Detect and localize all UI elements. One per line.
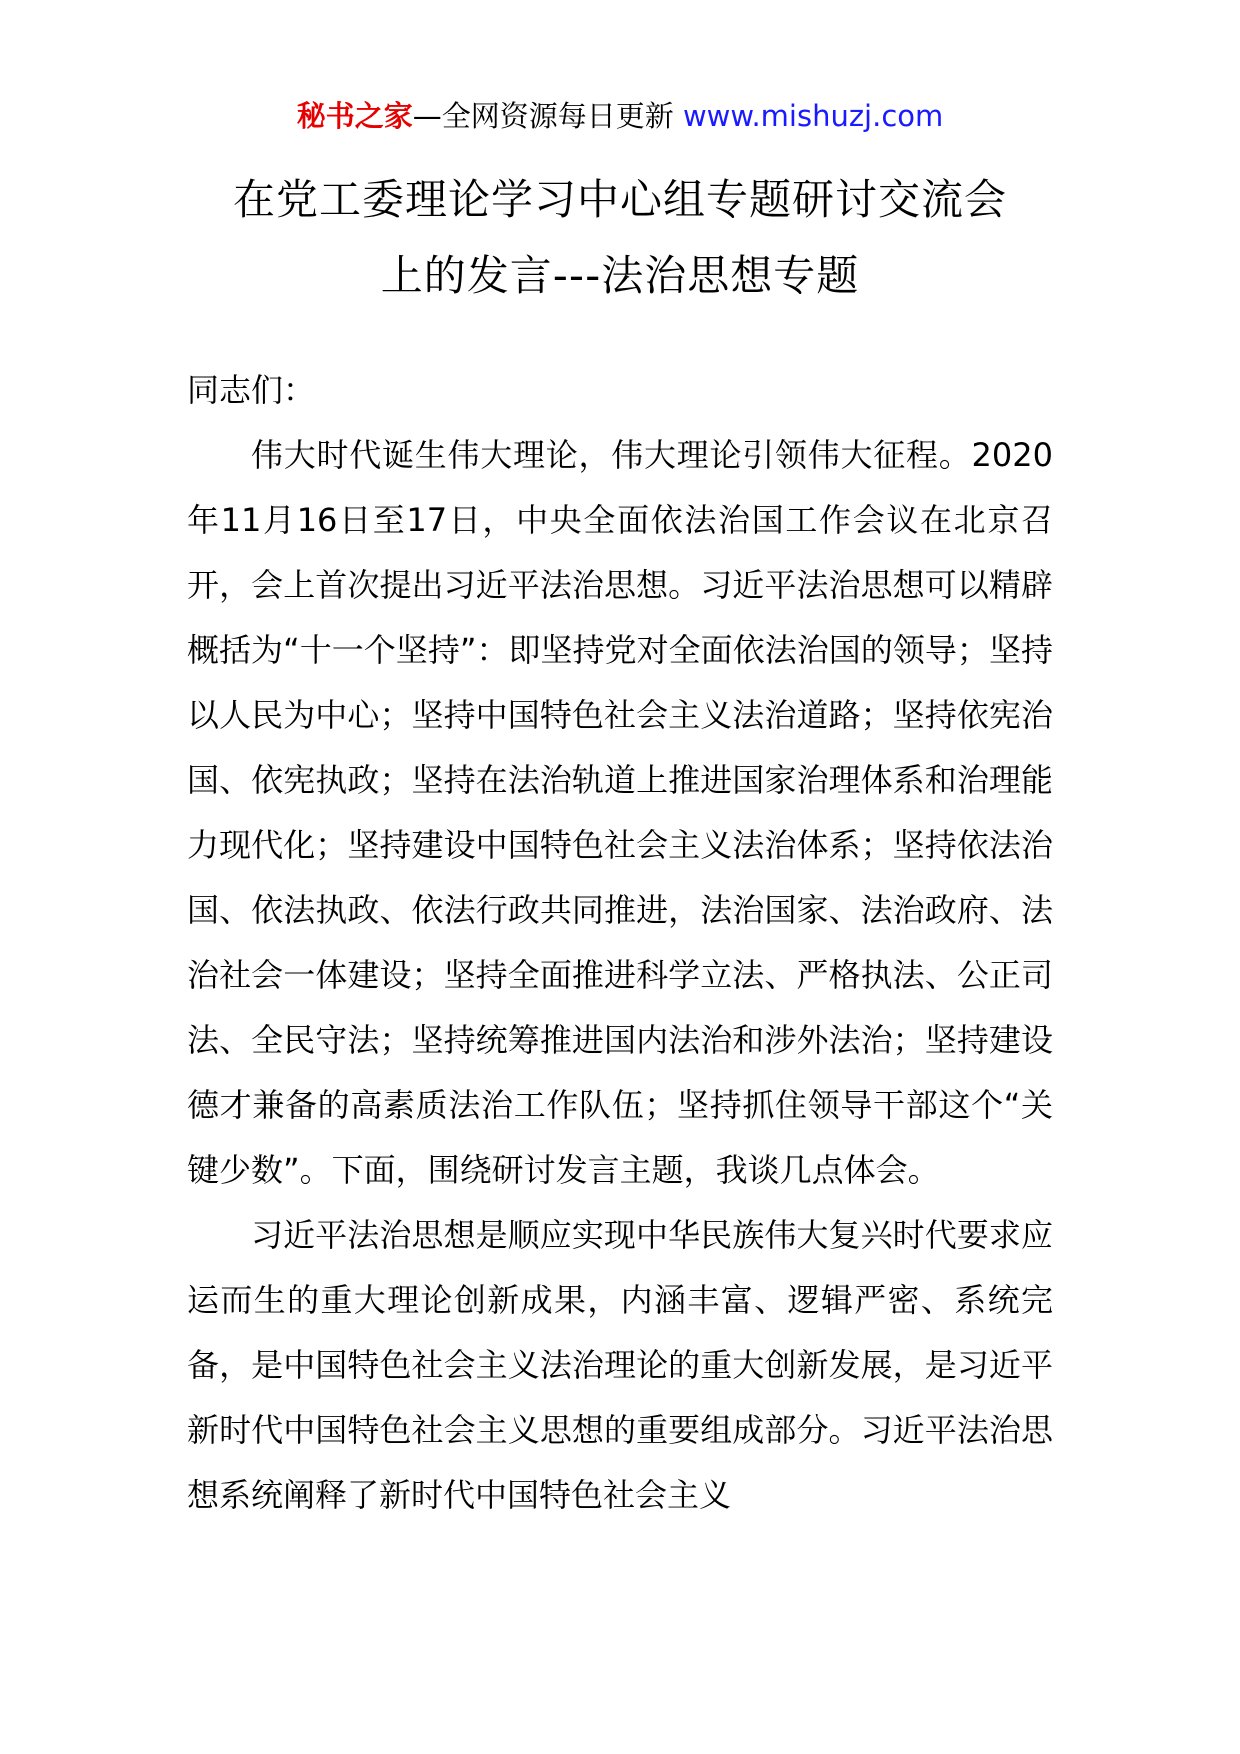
paragraph-2: 习近平法治思想是顺应实现中华民族伟大复兴时代要求应运而生的重大理论创新成果，内涵丰富、逻辑严密、系统完备，是中国特色社会主义法治理论的重大创新发展，是习近平新时代中国特色社会主义思想的重要组成部分。习近平法治思想系统阐释了新时代中国特色社会主义 bbox=[187, 1216, 1053, 1514]
document-title-line-1: 在党工委理论学习中心组专题研讨交流会 bbox=[232, 175, 1007, 224]
site-brand: 秘书之家 bbox=[296, 99, 413, 133]
paragraph-1: 伟大时代诞生伟大理论，伟大理论引领伟大征程。2020年11月16日至17日，中央全面依法治国工作会议在北京召开，会上首次提出习近平法治思想。习近平法治思想可以精辟概括为“十一个坚持”：即坚持党对全面依法治国的领导；坚持以人民为中心；坚持中国特色社会主义法治道路；坚持依宪治国、依宪执政；坚持在法治轨道上推进国家治理体系和治理能力现代化；坚持建设中国特色社会主义法治体系；坚持依法治国、依法执政、依法行政共同推进，法治国家、法治政府、法治社会一体建设；坚持全面推进科学立法、严格执法、公正司法、全民守法；坚持统筹推进国内法治和涉外法治；坚持建设德才兼备的高素质法治工作队伍；坚持抓住领导干部这个“关键少数”。下面，围绕研讨发言主题，我谈几点体会。 bbox=[187, 436, 1053, 1189]
document-title bbox=[160, 162, 1080, 314]
document-title-line-2: 上的发言---法治思想专题 bbox=[380, 251, 860, 300]
site-tagline: —全网资源每日更新 bbox=[412, 99, 683, 133]
salutation: 同志们： bbox=[187, 371, 316, 409]
document-body bbox=[187, 358, 1053, 1528]
site-header bbox=[0, 96, 1240, 136]
site-url-link[interactable]: www.mishuzj.com bbox=[682, 99, 944, 133]
